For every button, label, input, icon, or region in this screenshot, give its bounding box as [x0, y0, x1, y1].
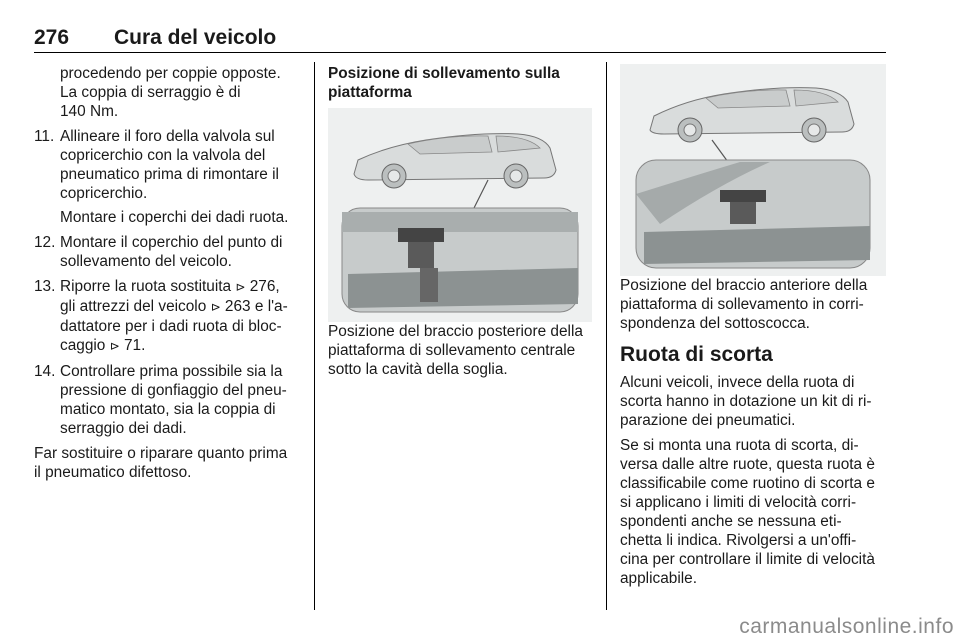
item-note: Montare i coperchi dei dadi ruota.: [60, 209, 289, 226]
watermark: carmanualsonline.info: [739, 615, 954, 638]
column-left: [34, 64, 302, 488]
continuation-text: procedendo per coppie opposte. La coppia di serraggio è di 140 Nm.: [60, 65, 281, 120]
item-number: 12.: [34, 234, 56, 251]
list-item: 13. Riporre la ruota sostituita ⊳ 276, gli attrezzi del veicolo ⊳ 263 e l'a- dattatore per i dadi ruota di bloc- caggio ⊳ 71.: [34, 278, 288, 354]
closing-text: Far sostituire o riparare quanto prima il pneumatico difettoso.: [34, 445, 288, 481]
list-item: 14. Controllare prima possibile sia la pressione di gonfiaggio del pneu- matico montato, sia la coppia di serraggio dei dadi.: [34, 363, 287, 437]
column-right: [620, 64, 892, 594]
column-divider: [314, 62, 315, 610]
section-heading: Posizione di sollevamento sulla piattaforma: [328, 65, 560, 101]
page-ref-arrow-icon: ⊳: [109, 339, 120, 353]
page-ref-arrow-icon: ⊳: [235, 280, 246, 294]
list-item: 12. Montare il coperchio del punto di sollevamento del veicolo.: [34, 234, 283, 270]
page-ref-arrow-icon: ⊳: [210, 300, 221, 314]
page-header: [34, 26, 886, 53]
section-heading: Ruota di scorta: [620, 343, 773, 366]
paragraph: Se si monta una ruota di scorta, di- versa dalle altre ruote, questa ruota è classificabile come ruotino di scorta e si applicano i limiti di velocità corri- spondenti anche se nessuna eti- chetta li indica. Rivolgersi a un'offi- cina per controllare il limite di velocità applicabile.: [620, 437, 875, 587]
item-number: 13.: [34, 278, 56, 295]
figure-caption: Posizione del braccio anteriore della piattaforma di sollevamento in corri- spondenza del sottoscocca.: [620, 277, 868, 332]
item-number: 14.: [34, 363, 56, 380]
paragraph: Alcuni veicoli, invece della ruota di scorta hanno in dotazione un kit di ri- parazione dei pneumatici.: [620, 374, 872, 429]
column-divider: [606, 62, 607, 610]
list-item: 11. Allineare il foro della valvola sul copricerchio con la valvola del pneumatico prima di rimontare il copricerchio. Montare i coperchi dei dadi ruota.: [34, 127, 302, 227]
page-ref-link[interactable]: 263 e l'a-: [220, 298, 288, 315]
front-lift-position-illustration: [620, 64, 886, 276]
page-ref-link[interactable]: 276,: [245, 278, 280, 295]
page-ref-link[interactable]: 71.: [119, 337, 146, 354]
page-number: 276: [34, 26, 70, 49]
item-number: 11.: [34, 128, 55, 145]
figure-caption: Posizione del braccio posteriore della piattaforma di sollevamento centrale sotto la cavità della soglia.: [328, 323, 583, 378]
chapter-title: Cura del veicolo: [114, 26, 277, 49]
column-middle: [328, 64, 594, 385]
rear-lift-position-illustration: [328, 108, 592, 322]
